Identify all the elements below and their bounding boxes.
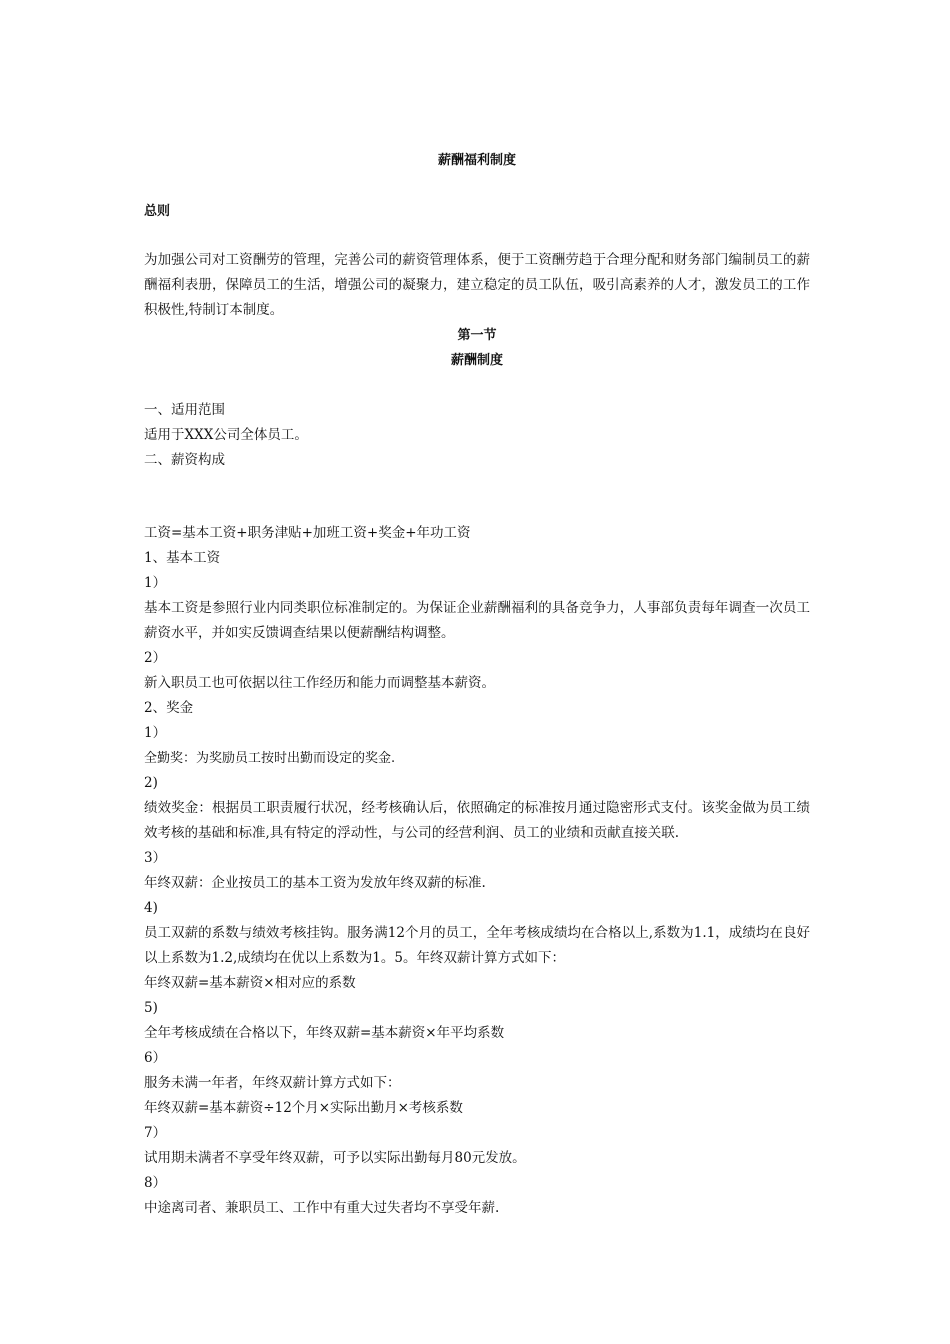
scope-text: 适用于XXX公司全体员工。 (144, 427, 308, 443)
composition-heading: 二、薪资构成 (144, 452, 225, 468)
list-marker: 5) (144, 1000, 158, 1016)
bonus-item-1: 全勤奖：为奖励员工按时出勤而设定的奖金. (144, 751, 396, 766)
document-page (144, 0, 810, 1344)
bonus-item-3: 年终双薪：企业按员工的基本工资为发放年终双薪的标准. (144, 875, 486, 891)
intro-paragraph: 为加强公司对工资酬劳的管理，完善公司的薪资管理体系，便于工资酬劳趋于合理分配和财务部门编制员工的薪酬福利表册，保障员工的生活，增强公司的凝聚力，建立稳定的员工队伍，吸引高素养的人才，激发员工的工作积极性,特制订本制度。 (144, 252, 810, 318)
list-marker: 3） (144, 850, 167, 866)
scope-heading: 一、适用范围 (144, 402, 225, 418)
bonus-item-6: 服务未满一年者，年终双薪计算方式如下： (144, 1075, 401, 1091)
bonus-item-5: 全年考核成绩在合格以下，年终双薪=基本薪资×年平均系数 (144, 1025, 505, 1041)
bonus-item-6-formula: 年终双薪=基本薪资÷12个月×实际出勤月×考核系数 (144, 1100, 463, 1116)
list-marker: 8） (144, 1175, 167, 1191)
basic-salary-heading: 1、基本工资 (144, 550, 221, 566)
section-title: 薪酬制度 (450, 353, 503, 368)
section-number: 第一节 (457, 328, 497, 343)
bonus-item-7: 试用期未满者不享受年终双薪，可予以实际出勤每月80元发放。 (144, 1150, 526, 1166)
general-heading: 总则 (144, 204, 171, 219)
list-marker: 2) (144, 775, 158, 791)
bonus-item-4: 员工双薪的系数与绩效考核挂钩。服务满12个月的员工，全年考核成绩均在合格以上,系数为1.1，成绩均在良好以上系数为1.2,成绩均在优以上系数为1。5。年终双薪计算方式如下： (144, 925, 810, 966)
bonus-item-8: 中途离司者、兼职员工、工作中有重大过失者均不享受年薪. (144, 1200, 500, 1216)
bonus-item-4-formula: 年终双薪=基本薪资×相对应的系数 (144, 975, 356, 991)
list-marker: 4) (144, 900, 158, 916)
bonus-heading: 2、奖金 (144, 700, 194, 716)
list-marker: 6） (144, 1050, 167, 1066)
list-marker: 7） (144, 1125, 167, 1141)
basic-salary-item-1: 基本工资是参照行业内同类职位标准制定的。为保证企业薪酬福利的具备竞争力，人事部负责每年调查一次员工薪资水平，并如实反馈调查结果以便薪酬结构调整。 (144, 600, 810, 641)
salary-formula: 工资=基本工资+职务津贴+加班工资+奖金+年功工资 (144, 525, 471, 541)
list-marker: 1） (144, 725, 167, 741)
document-title: 薪酬福利制度 (437, 153, 516, 168)
list-marker: 1） (144, 575, 167, 591)
bonus-item-2: 绩效奖金：根据员工职责履行状况，经考核确认后，依照确定的标准按月通过隐密形式支付。该奖金做为员工绩效考核的基础和标准,具有特定的浮动性，与公司的经营利润、员工的业绩和贡献直接关联. (144, 800, 810, 841)
basic-salary-item-2: 新入职员工也可依据以往工作经历和能力而调整基本薪资。 (144, 675, 495, 691)
list-marker: 2） (144, 650, 167, 666)
